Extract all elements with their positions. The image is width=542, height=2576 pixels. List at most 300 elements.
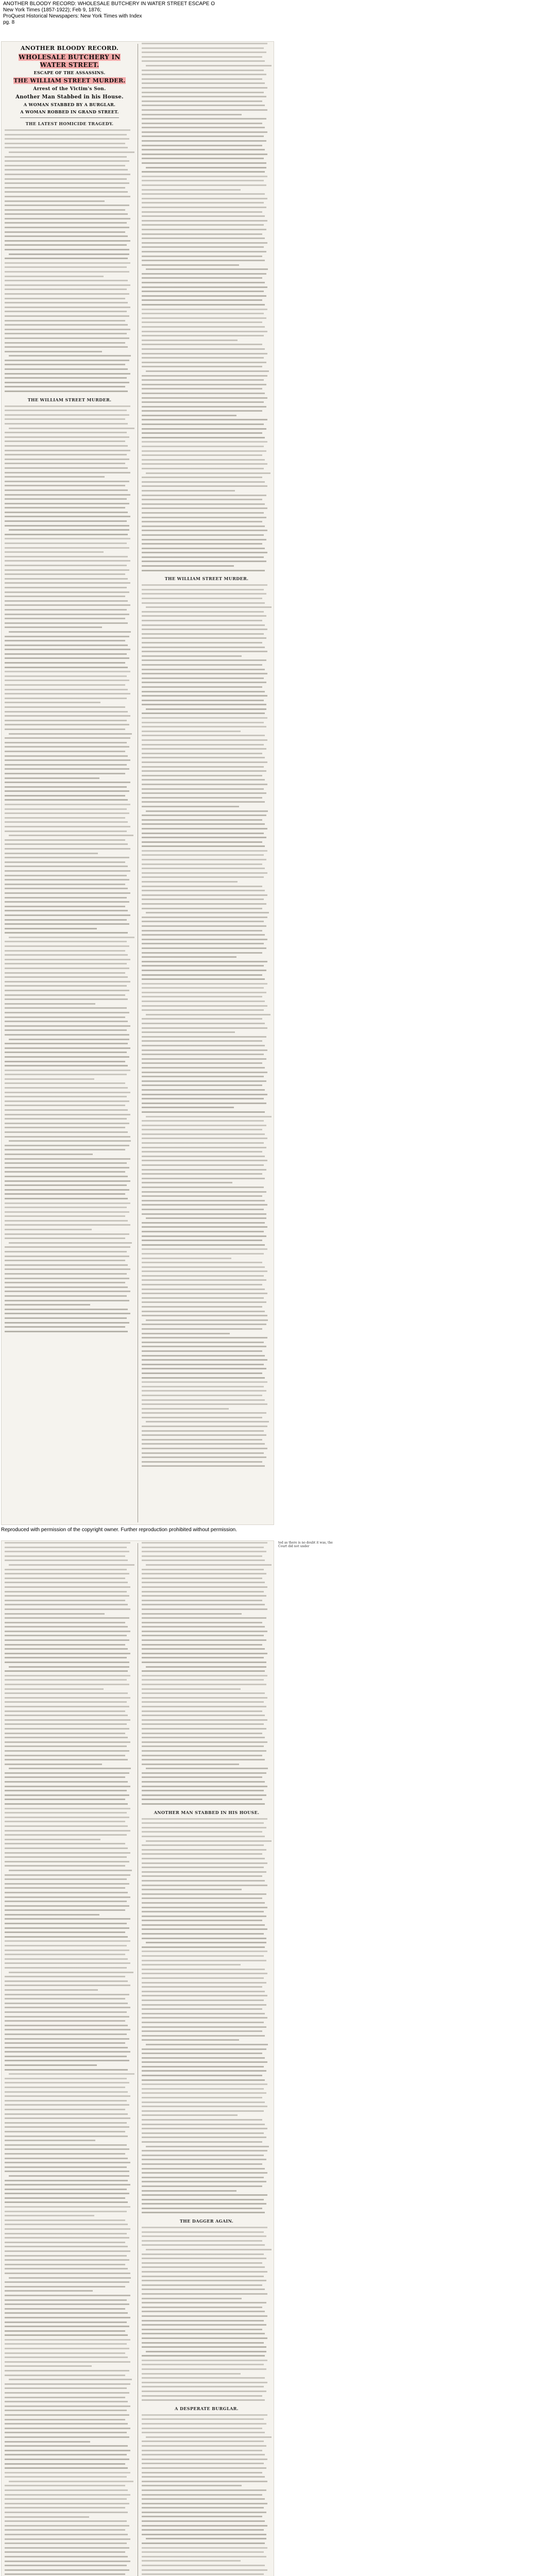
body-text-lines-left-1 xyxy=(5,128,134,394)
text-line-stroke xyxy=(142,787,264,792)
text-line-stroke xyxy=(142,529,267,533)
text-line-stroke xyxy=(5,1908,125,1913)
text-line-stroke xyxy=(5,1917,130,1922)
text-line-stroke xyxy=(142,569,265,573)
text-line-stroke xyxy=(142,1919,262,1923)
text-line-stroke xyxy=(142,1044,265,1048)
text-line-stroke xyxy=(5,462,125,466)
text-line-stroke xyxy=(5,931,128,936)
text-line-stroke xyxy=(5,137,129,142)
text-line-stroke xyxy=(5,1771,129,1776)
text-line-stroke xyxy=(5,1599,125,1603)
text-line-stroke xyxy=(5,2391,129,2396)
text-line-stroke xyxy=(5,159,129,164)
text-line-stroke xyxy=(5,887,128,891)
text-line-stroke xyxy=(142,1736,265,1740)
text-line-stroke xyxy=(142,2502,267,2506)
text-line-stroke xyxy=(9,1241,132,1246)
text-line-stroke xyxy=(5,1299,129,1303)
text-line-stroke xyxy=(5,621,128,626)
text-line-stroke xyxy=(5,177,127,182)
text-line-stroke xyxy=(5,1855,127,1860)
text-line-stroke xyxy=(142,449,266,454)
text-line-stroke xyxy=(142,81,265,86)
text-line-stroke xyxy=(5,2285,125,2290)
text-line-stroke xyxy=(142,730,241,734)
text-line-stroke xyxy=(5,758,130,763)
text-line-stroke xyxy=(5,909,128,913)
text-line-stroke xyxy=(5,807,127,812)
text-line-stroke xyxy=(142,392,265,396)
text-line-stroke xyxy=(142,343,262,347)
text-line-stroke xyxy=(5,1678,127,1683)
text-line-stroke xyxy=(142,436,265,440)
text-line-stroke xyxy=(142,46,264,51)
text-line-stroke xyxy=(5,2560,130,2564)
text-line-stroke xyxy=(5,306,130,310)
text-line-stroke xyxy=(5,1228,92,1232)
text-line-stroke xyxy=(142,783,267,787)
text-line-stroke xyxy=(142,871,267,876)
text-line-stroke xyxy=(5,727,125,732)
text-line-stroke xyxy=(142,281,265,285)
text-line-stroke xyxy=(142,907,262,911)
text-line-stroke xyxy=(142,2475,265,2480)
text-line-stroke xyxy=(5,1643,125,1648)
text-line-stroke xyxy=(5,666,128,670)
text-line-stroke xyxy=(142,765,264,770)
text-line-stroke xyxy=(142,897,264,902)
text-line-stroke xyxy=(142,1221,265,1226)
text-line-stroke xyxy=(142,1950,267,1954)
text-line-stroke xyxy=(9,427,134,431)
text-line-stroke xyxy=(142,646,265,650)
text-line-stroke xyxy=(142,1789,264,1793)
text-line-stroke xyxy=(142,982,267,987)
text-line-stroke xyxy=(5,471,130,476)
text-line-stroke xyxy=(5,2028,130,2032)
text-line-stroke xyxy=(5,2161,130,2165)
text-line-stroke xyxy=(142,1550,266,1554)
text-line-stroke xyxy=(5,385,125,389)
text-line-stroke xyxy=(5,1214,125,1219)
text-line-stroke xyxy=(5,2519,127,2524)
text-line-stroke xyxy=(142,73,266,77)
text-line-stroke xyxy=(142,658,266,663)
text-line-stroke xyxy=(142,1035,266,1040)
text-line-stroke xyxy=(5,2232,127,2236)
text-line-stroke xyxy=(5,1113,130,1117)
text-line-stroke xyxy=(5,1997,125,2002)
text-line-stroke xyxy=(5,865,128,869)
text-line-stroke xyxy=(142,2167,265,2172)
text-line-stroke xyxy=(142,1269,267,1274)
text-line-stroke xyxy=(5,2400,128,2404)
text-line-stroke xyxy=(5,697,127,701)
text-line-stroke xyxy=(142,365,262,369)
text-line-stroke xyxy=(5,1886,125,1891)
text-line-stroke xyxy=(142,880,238,885)
text-line-stroke xyxy=(142,2310,265,2314)
body-text-lines-right-1 xyxy=(142,42,272,573)
text-line-stroke xyxy=(5,723,129,727)
text-line-stroke xyxy=(142,1762,239,1767)
scan-column-right-2 xyxy=(142,1541,272,2576)
text-line-stroke xyxy=(5,328,130,332)
text-line-stroke xyxy=(9,1971,133,1975)
text-line-stroke xyxy=(142,219,267,224)
text-line-stroke xyxy=(5,1930,125,1935)
text-line-stroke xyxy=(5,475,105,480)
text-line-stroke xyxy=(5,1727,129,1732)
text-line-stroke xyxy=(142,1959,266,1963)
text-line-stroke xyxy=(142,672,267,676)
text-line-stroke xyxy=(5,480,129,484)
text-line-stroke xyxy=(146,267,268,272)
text-line-stroke xyxy=(5,323,128,328)
text-line-stroke xyxy=(5,2364,92,2369)
text-line-stroke xyxy=(5,1674,130,1679)
text-line-stroke xyxy=(142,1141,264,1146)
text-line-stroke xyxy=(5,190,128,195)
text-line-stroke xyxy=(5,234,128,239)
text-line-stroke xyxy=(5,2333,128,2338)
text-line-stroke xyxy=(5,860,125,865)
text-line-stroke xyxy=(5,1245,130,1250)
text-line-stroke xyxy=(142,1660,266,1665)
text-line-stroke xyxy=(142,320,262,325)
text-line-stroke xyxy=(5,173,130,177)
text-line-stroke xyxy=(142,628,267,632)
text-line-stroke xyxy=(5,1793,129,1798)
text-line-stroke xyxy=(5,2143,127,2148)
text-line-stroke xyxy=(5,1966,127,1971)
text-line-stroke xyxy=(142,1612,242,1617)
text-line-stroke xyxy=(142,2252,264,2257)
text-line-stroke xyxy=(146,1115,272,1120)
text-line-stroke xyxy=(142,325,265,330)
text-line-stroke xyxy=(142,2123,265,2127)
text-line-stroke xyxy=(5,608,127,613)
text-line-stroke xyxy=(142,699,264,703)
newspaper-scan-page-2 xyxy=(1,1540,274,2576)
text-line-stroke xyxy=(5,2210,127,2214)
text-line-stroke xyxy=(142,467,264,471)
text-line-stroke xyxy=(142,2493,262,2498)
text-line-stroke xyxy=(142,2511,266,2515)
text-line-stroke xyxy=(142,1709,262,1714)
text-line-stroke xyxy=(5,2453,127,2458)
text-line-stroke xyxy=(5,2440,90,2445)
text-line-stroke xyxy=(142,2546,267,2551)
text-line-stroke xyxy=(5,2435,129,2440)
text-line-stroke xyxy=(142,502,265,507)
text-line-stroke xyxy=(9,150,134,155)
text-line-stroke xyxy=(5,1095,127,1099)
text-line-stroke xyxy=(5,1312,130,1316)
text-line-stroke xyxy=(5,2537,130,2542)
text-line-stroke xyxy=(142,774,262,778)
text-line-stroke xyxy=(5,404,130,409)
text-line-stroke xyxy=(142,2497,265,2502)
text-line-stroke xyxy=(142,1914,266,1919)
text-line-stroke xyxy=(5,772,125,776)
text-line-stroke xyxy=(142,1155,265,1159)
text-line-stroke xyxy=(5,701,100,705)
text-line-stroke xyxy=(5,2294,130,2298)
headline-wholesale-butchery xyxy=(5,54,134,69)
text-line-stroke xyxy=(142,405,266,410)
text-line-stroke xyxy=(146,1767,268,1771)
text-line-stroke xyxy=(5,1630,130,1634)
text-line-stroke xyxy=(142,1874,262,1879)
text-line-stroke xyxy=(5,204,129,208)
text-line-stroke xyxy=(142,2012,265,2016)
text-line-stroke xyxy=(142,533,264,538)
text-line-stroke xyxy=(142,183,266,188)
text-line-stroke xyxy=(142,440,267,445)
text-line-stroke xyxy=(142,1652,267,1656)
body-text-lines-p2-left-1 xyxy=(5,1541,134,2576)
text-line-stroke xyxy=(142,1932,264,1937)
text-line-stroke xyxy=(142,2149,267,2154)
text-line-stroke xyxy=(142,1691,265,1696)
text-line-stroke xyxy=(146,1318,268,1323)
text-line-stroke xyxy=(142,2381,267,2385)
text-line-stroke xyxy=(5,466,128,471)
text-line-stroke xyxy=(142,814,266,818)
text-line-stroke xyxy=(142,1425,267,1429)
text-line-stroke xyxy=(142,1990,265,1994)
text-line-stroke xyxy=(142,1879,265,1884)
text-line-stroke xyxy=(146,369,269,374)
text-line-stroke xyxy=(142,2131,264,2136)
text-line-stroke xyxy=(142,1088,265,1093)
text-line-stroke xyxy=(142,1300,266,1305)
text-line-stroke xyxy=(142,1546,264,1550)
text-line-stroke xyxy=(5,363,125,367)
text-line-stroke xyxy=(142,1239,262,1243)
text-line-stroke xyxy=(142,1554,262,1559)
text-line-stroke xyxy=(5,2157,128,2161)
text-line-stroke xyxy=(5,1900,127,1904)
text-line-stroke xyxy=(5,1581,128,1585)
text-line-stroke xyxy=(142,853,264,858)
text-line-stroke xyxy=(5,1740,130,1745)
text-line-stroke xyxy=(142,1802,265,1807)
text-line-stroke xyxy=(5,1232,129,1237)
text-line-stroke xyxy=(5,1953,125,1957)
text-line-stroke xyxy=(142,818,262,823)
text-line-stroke xyxy=(5,1277,129,1281)
text-line-stroke xyxy=(5,794,125,799)
text-line-stroke xyxy=(142,489,235,494)
text-line-stroke xyxy=(5,2170,129,2174)
text-line-stroke xyxy=(5,670,130,674)
text-line-stroke xyxy=(5,975,128,980)
text-line-stroke xyxy=(142,1927,267,1932)
text-line-stroke xyxy=(146,166,266,171)
text-line-stroke xyxy=(5,1691,128,1696)
text-line-stroke xyxy=(5,2338,130,2343)
headline-latest-homicide: THE LATEST HOMICIDE TRAGEDY. xyxy=(25,121,114,126)
text-line-stroke xyxy=(142,690,265,694)
text-line-stroke xyxy=(5,2488,128,2493)
text-line-stroke xyxy=(146,471,270,476)
text-line-stroke xyxy=(142,2550,264,2555)
text-line-stroke xyxy=(5,2050,130,2055)
text-line-stroke xyxy=(9,2480,133,2484)
text-line-stroke xyxy=(142,1785,267,1789)
text-line-stroke xyxy=(142,1101,266,1106)
text-line-stroke xyxy=(142,1402,267,1407)
text-line-stroke xyxy=(5,1546,127,1550)
text-line-stroke xyxy=(142,973,262,978)
text-line-stroke xyxy=(142,99,262,104)
text-line-stroke xyxy=(142,2319,264,2324)
text-line-stroke xyxy=(142,623,265,628)
text-line-stroke xyxy=(5,1148,125,1153)
text-line-stroke xyxy=(142,1843,264,1848)
text-line-stroke xyxy=(5,1166,129,1171)
text-line-stroke xyxy=(5,1683,129,1687)
text-line-stroke xyxy=(5,683,125,688)
text-line-stroke xyxy=(142,1004,267,1009)
text-line-stroke xyxy=(5,2223,128,2227)
text-line-stroke xyxy=(142,1656,264,1660)
text-line-stroke xyxy=(5,319,125,324)
text-line-stroke xyxy=(142,2413,267,2418)
text-line-stroke xyxy=(142,2060,267,2065)
text-line-stroke xyxy=(5,2258,129,2263)
text-line-stroke xyxy=(142,2306,262,2310)
text-line-stroke xyxy=(5,1935,128,1940)
text-line-stroke xyxy=(142,641,262,646)
text-line-stroke xyxy=(5,2032,127,2037)
text-line-stroke xyxy=(142,361,266,365)
text-line-stroke xyxy=(5,1572,129,1577)
text-line-stroke xyxy=(5,493,130,498)
text-line-stroke xyxy=(5,2147,129,2152)
text-line-stroke xyxy=(142,2297,242,2301)
text-line-stroke xyxy=(5,2497,127,2502)
text-line-stroke xyxy=(5,2059,129,2063)
scan-column-left-2 xyxy=(5,1541,134,2576)
text-line-stroke xyxy=(142,396,267,401)
text-line-stroke xyxy=(142,960,267,964)
text-line-stroke xyxy=(142,1630,267,1634)
text-line-stroke xyxy=(5,1157,130,1162)
text-line-stroke xyxy=(142,2336,267,2341)
subhead-another-man-stabbed: ANOTHER MAN STABBED IN HIS HOUSE. xyxy=(154,1809,260,1815)
text-line-stroke xyxy=(142,1048,267,1053)
text-line-stroke xyxy=(5,1006,127,1011)
text-line-stroke xyxy=(142,511,264,516)
text-line-stroke xyxy=(5,524,129,529)
text-line-stroke xyxy=(142,964,264,969)
text-line-stroke xyxy=(142,157,264,161)
text-line-stroke xyxy=(5,590,129,595)
text-line-stroke xyxy=(142,2003,266,2008)
text-line-stroke xyxy=(5,856,129,860)
headline-another-man-stabbed: Another Man Stabbed in his House. xyxy=(15,94,124,100)
text-line-stroke xyxy=(5,940,127,944)
text-line-stroke xyxy=(5,546,129,551)
text-line-stroke xyxy=(142,668,265,672)
text-line-stroke xyxy=(142,875,264,880)
text-line-stroke xyxy=(142,862,262,867)
text-line-stroke xyxy=(142,427,266,432)
text-line-stroke xyxy=(142,1243,265,1248)
text-line-stroke xyxy=(142,134,264,139)
text-line-stroke xyxy=(9,2378,132,2382)
text-line-stroke xyxy=(5,2267,128,2272)
text-line-stroke xyxy=(142,2109,264,2114)
text-line-stroke xyxy=(142,676,264,681)
text-line-stroke xyxy=(5,2471,130,2476)
text-line-stroke xyxy=(5,838,125,843)
text-line-stroke xyxy=(142,2052,262,2056)
text-line-stroke xyxy=(142,108,267,113)
text-line-stroke xyxy=(5,502,129,506)
text-line-stroke xyxy=(142,1385,264,1389)
text-line-stroke xyxy=(142,1937,266,1941)
text-line-stroke xyxy=(142,1026,267,1031)
text-line-stroke xyxy=(142,1581,265,1585)
text-line-stroke xyxy=(5,2374,125,2378)
text-line-stroke xyxy=(142,445,264,449)
text-line-stroke xyxy=(5,1325,125,1330)
text-line-stroke xyxy=(142,1923,265,1928)
text-line-stroke xyxy=(142,255,262,259)
text-line-stroke xyxy=(146,1420,269,1425)
text-line-stroke xyxy=(5,2298,127,2303)
text-line-stroke xyxy=(5,847,130,852)
text-line-stroke xyxy=(5,1687,104,1692)
text-line-stroke xyxy=(142,1030,235,1035)
text-line-stroke xyxy=(142,2257,266,2261)
text-line-stroke xyxy=(5,287,127,292)
text-line-stroke xyxy=(142,1341,264,1345)
text-line-stroke xyxy=(142,1371,262,1376)
text-line-stroke xyxy=(142,2034,265,2039)
text-line-stroke xyxy=(5,1028,127,1033)
text-line-stroke xyxy=(146,2350,266,2354)
text-line-stroke xyxy=(142,2113,238,2118)
text-line-stroke xyxy=(5,2019,125,2024)
text-line-stroke xyxy=(5,2214,94,2218)
text-line-stroke xyxy=(142,210,262,215)
text-line-stroke xyxy=(142,756,265,760)
text-line-stroke xyxy=(5,422,128,427)
citation-title: ANOTHER BLOODY RECORD: WHOLESALE BUTCHERY IN WATER STREET ESCAPE O xyxy=(3,1,215,7)
text-line-stroke xyxy=(5,1558,128,1563)
text-line-stroke xyxy=(142,2038,239,2043)
text-line-stroke xyxy=(5,2307,125,2312)
text-line-stroke xyxy=(142,747,266,752)
text-line-stroke xyxy=(5,2533,128,2537)
text-line-stroke xyxy=(5,297,125,301)
text-line-stroke xyxy=(5,2449,130,2453)
text-line-stroke xyxy=(5,2183,130,2188)
text-line-stroke xyxy=(5,301,128,306)
text-line-stroke xyxy=(5,2125,129,2130)
text-line-stroke xyxy=(142,2389,266,2394)
text-line-stroke xyxy=(142,1541,267,1546)
text-line-stroke xyxy=(5,515,130,519)
text-line-stroke xyxy=(142,2202,266,2207)
text-line-stroke xyxy=(5,488,128,493)
